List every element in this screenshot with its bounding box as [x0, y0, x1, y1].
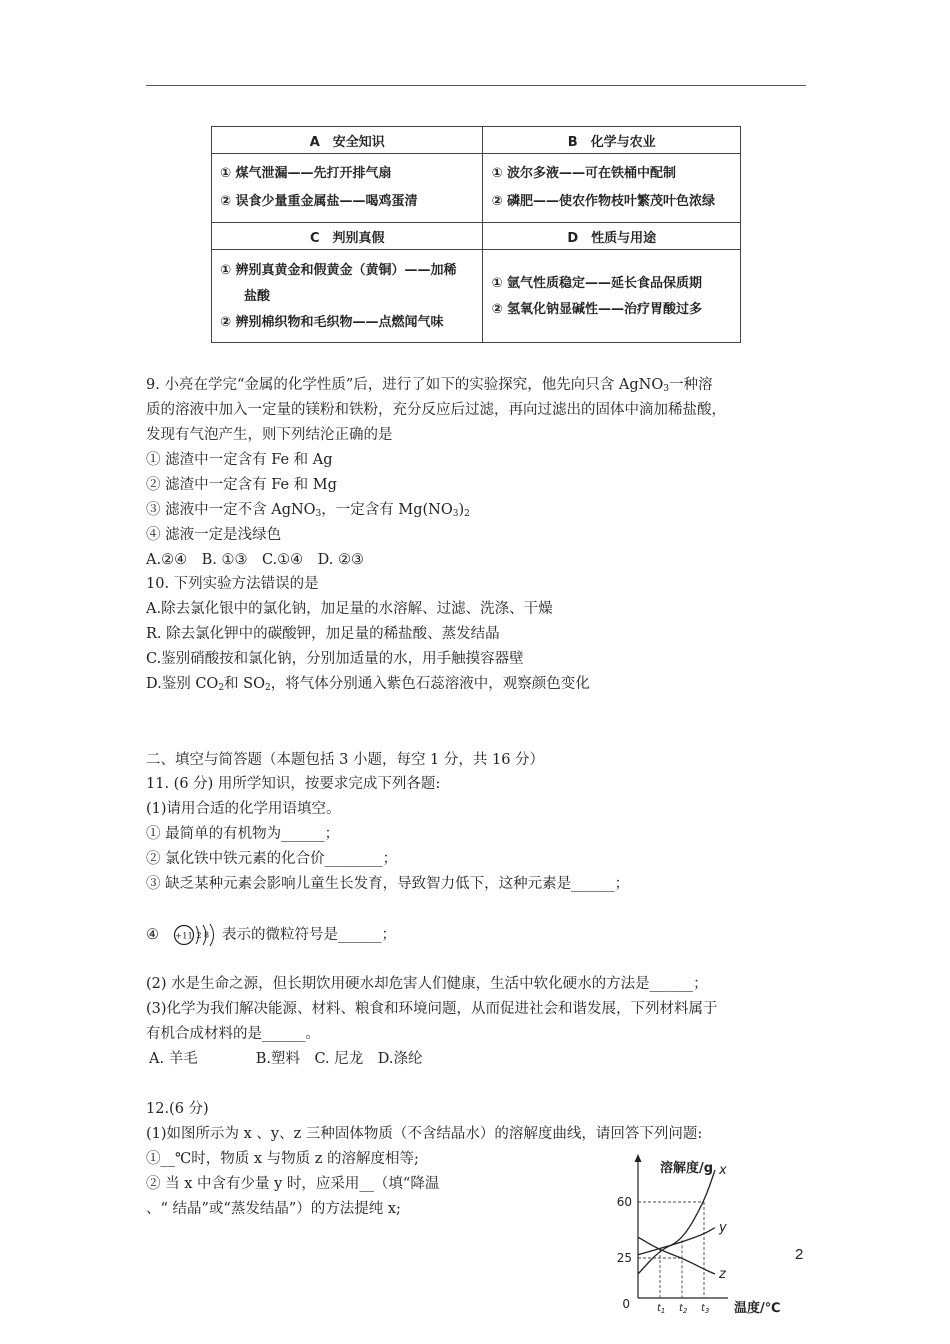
table-item: ② 辨别棉织物和毛织物——点燃闻气味 [220, 315, 444, 330]
q12-item: ② 当 x 中含有少量 y 时，应采用__（填“降温 [146, 1176, 440, 1192]
table-item: ① 煤气泄漏——先打开排气扇 [220, 166, 392, 181]
q12-stem: 12.(6 分) [146, 1101, 209, 1117]
table-item: ① 辨别真黄金和假黄金（黄铜）——加稀 [220, 263, 457, 278]
q11-item: ② 氯化铁中铁元素的化合价________； [146, 851, 398, 867]
atom-shell-label: 8 [203, 930, 210, 940]
table-cell-a [212, 154, 483, 223]
q9-stem-line2: 质的溶液中加入一定量的镁粉和铁粉，充分反应后过滤，再向过滤出的固体中滴加稀盐酸， [146, 402, 726, 418]
x-tick-label: $t_1$ [657, 1303, 666, 1315]
solubility-chart [602, 1148, 800, 1318]
q11-part1: (1)请用合适的化学用语填空。 [146, 801, 341, 817]
header-rule [146, 85, 806, 86]
knowledge-table [211, 126, 741, 343]
table-item: ② 磷肥——使农作物枝叶繁茂叶色浓绿 [491, 194, 715, 209]
q11-options: A. 羊毛 B.塑料 C. 尼龙 D.涤纶 [149, 1051, 423, 1067]
table-head-d: D 性质与用途 [483, 223, 741, 250]
q11-part2: (2) 水是生命之源，但长期饮用硬水却危害人们健康，生活中软化硬水的方法是______； [146, 976, 708, 992]
y-tick-label: 25 [616, 1251, 632, 1265]
origin-label: 0 [622, 1297, 630, 1311]
q11-item: ③ 缺乏某种元素会影响儿童生长发育，导致智力低下，这种元素是______； [146, 876, 630, 892]
q12-item: ①__℃时，物质 x 与物质 z 的溶解度相等; [146, 1151, 419, 1167]
q11-item: 表示的微粒符号是______； [222, 927, 396, 943]
q11-part3: (3)化学为我们解决能源、材料、粮食和环境问题，从而促进社会和谐发展，下列材料属于 [146, 1001, 718, 1017]
table-item: ① 波尔多液——可在铁桶中配制 [491, 166, 676, 181]
table-cell-d [483, 250, 741, 343]
q11-stem: 11. (6 分) 用所学知识，按要求完成下列各题: [146, 776, 441, 792]
q10-option-b: R. 除去氯化钾中的碳酸钾，加足量的稀盐酸、蒸发结晶 [146, 626, 500, 642]
q11-item-num: ④ [146, 927, 159, 943]
atom-nucleus-label: +11 [175, 931, 193, 942]
table-cell-c [212, 250, 483, 343]
q9-option: ④ 滤液一定是浅绿色 [146, 527, 282, 543]
atom-structure-diagram [172, 922, 224, 948]
y-axis-arrow [635, 1154, 642, 1162]
y-tick-label: 60 [616, 1195, 632, 1209]
q9-option: ② 滤渣中一定含有 Fe 和 Mg [146, 477, 337, 493]
q9-answers: A.②④ B. ①③ C.①④ D. ②③ [146, 552, 364, 568]
q9-stem-line3: 发现有气泡产生，则下列结沦正确的是 [146, 427, 393, 443]
q10-stem: 10. 下列实验方法错误的是 [146, 576, 319, 592]
table-cell-b [483, 154, 741, 223]
atom-shell-arc [210, 924, 214, 946]
q11-item: ① 最简单的有机物为______； [146, 826, 340, 842]
q9-option: ③ 滤液中一定不含 AgNO$_3$，一定含有 $Mg(NO_3)_2$ [146, 502, 470, 519]
q10-option-c: C.鉴别硝酸按和氯化钠，分别加适量的水，用手触摸容器壁 [146, 651, 524, 667]
series-line-z [638, 1237, 715, 1274]
q10-option-a: A.除去氯化银中的氯化钠，加足量的水溶解、过滤、洗涤、干燥 [146, 601, 553, 617]
series-label-y: y [719, 1220, 727, 1236]
q10-option-d: D.鉴别 $CO_2$和 $SO_2$，将气体分别通入紫色石蕊溶液中，观察颜色变化 [146, 676, 590, 693]
q9-stem-line1: 9. 小亮在学完“金属的化学性质”后，进行了如下的实验探究，他先向只含 AgNO$_3$一种溶 [146, 377, 713, 394]
x-tick-label: $t_2$ [679, 1303, 688, 1315]
table-head-b: B 化学与农业 [483, 127, 741, 154]
q12-part1: (1)如图所示为 x 、y、z 三种固体物质（不含结晶水）的溶解度曲线，请回答下列问题: [146, 1126, 703, 1142]
table-head-c: C 判别真假 [212, 223, 483, 250]
q12-item: 、“ 结晶”或“蒸发结晶”）的方法提纯 x; [146, 1201, 401, 1217]
table-item: 盐酸 [244, 289, 271, 304]
q11-part3: 有机合成材料的是______。 [146, 1026, 320, 1042]
atom-shell-label: 2 [196, 931, 202, 940]
table-item: ② 误食少量重金属盐——喝鸡蛋清 [220, 194, 418, 209]
table-head-a: A 安全知识 [212, 127, 483, 154]
table-item: ① 氩气性质稳定——延长食品保质期 [491, 276, 702, 291]
section-heading: 二、填空与简答题（本题包括 3 小题，每空 1 分，共 16 分） [146, 752, 545, 768]
y-axis-label: 溶解度/g [660, 1161, 714, 1176]
table-item: ② 氢氧化钠显碱性——治疗胃酸过多 [491, 302, 702, 317]
series-label-x: x [719, 1163, 727, 1178]
page-number: 2 [795, 1246, 804, 1263]
series-label-z: z [719, 1267, 726, 1282]
x-axis-label: 温度/℃ [734, 1301, 781, 1316]
x-tick-label: $t_3$ [701, 1303, 710, 1315]
q9-option: ① 滤渣中一定含有 Fe 和 Ag [146, 452, 333, 468]
